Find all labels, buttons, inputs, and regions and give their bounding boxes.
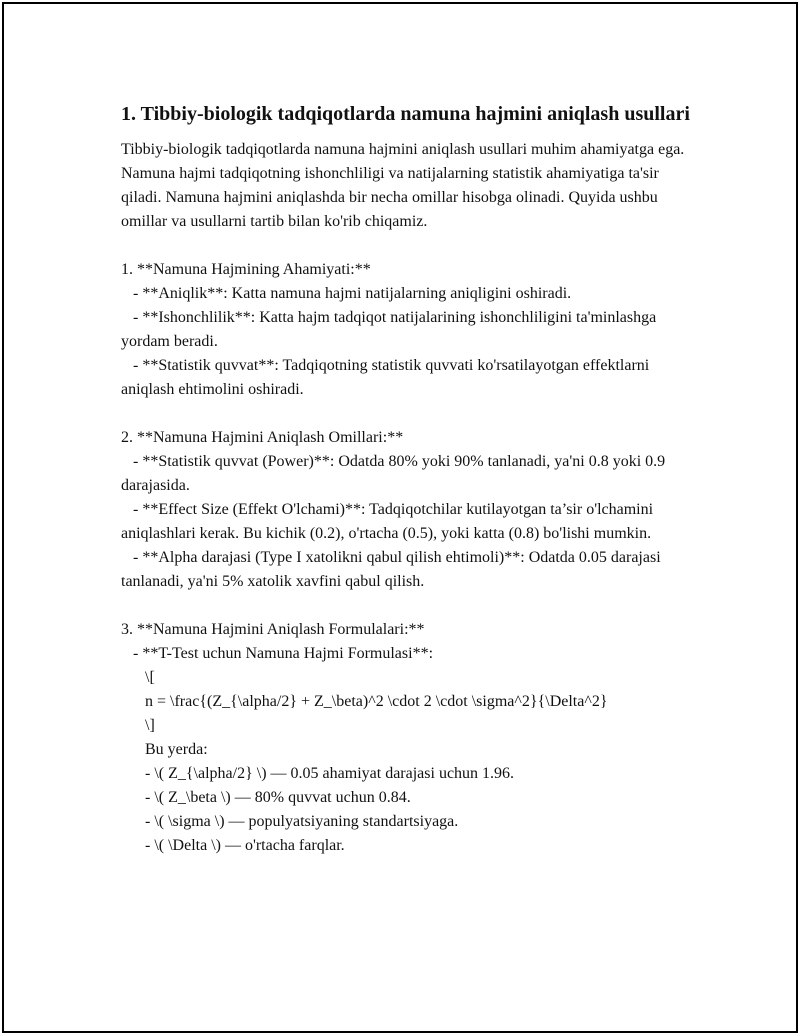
intro-paragraph: Tibbiy-biologik tadqiqotlarda namuna hajmini aniqlash usullari muhim ahamiyatga ega. Namuna hajmi tadqiqotning ishonchliligi va natijalarning statistik ahamiyatiga ta'sir qiladi. Namuna hajmini aniqlashda bir necha omillar hisobga olinadi. Quyida ushbu omillar va usullarni tartib bilan ko'rib chiqamiz. [121,141,685,230]
section-sample-size-formulas [121,618,696,858]
definition-item: - \( \Delta \) — o'rtacha farqlar. [145,837,345,854]
list-item: - **Ishonchlilik**: Katta hajm tadqiqot natijalarining ishonchliligini ta'minlashga yordam beradi. [121,309,661,350]
section-heading: 2. **Namuna Hajmini Aniqlash Omillari:** [121,429,404,446]
list-item: - **Statistik quvvat**: Tadqiqotning statistik quvvati ko'rsatilayotgan effektlarni aniqlash ehtimolini oshiradi. [121,357,654,398]
where-label: Bu yerda: [145,741,208,758]
page-frame [2,2,798,1033]
list-item: - **Effect Size (Effekt O'lchami)**: Tadqiqotchilar kutilayotgan ta’sir o'lchamini aniqlashlari kerak. Bu kichik (0.2), o'rtacha (0.5), yoki katta (0.8) bo'lishi mumkin. [121,501,658,542]
definition-item: - \( Z_\beta \) — 80% quvvat uchun 0.84. [145,789,411,806]
section-sample-size-importance [121,258,696,402]
document-title: 1. Tibbiy-biologik tadqiqotlarda namuna hajmini aniqlash usullari [121,103,690,125]
section-heading: 1. **Namuna Hajmining Ahamiyati:** [121,261,371,278]
formula-open: \[ [145,669,155,686]
definition-item: - \( Z_{\alpha/2} \) — 0.05 ahamiyat darajasi uchun 1.96. [145,765,515,782]
list-item: - **T-Test uchun Namuna Hajmi Formulasi**: [121,645,434,662]
definition-item: - \( \sigma \) — populyatsiyaning standartsiyaga. [145,813,459,830]
section-heading: 3. **Namuna Hajmini Aniqlash Formulalari:** [121,621,425,638]
formula-text: n = \frac{(Z_{\alpha/2} + Z_\beta)^2 \cdot 2 \cdot \sigma^2}{\Delta^2} [145,693,608,710]
document-body [121,100,696,858]
formula-close: \] [145,717,155,734]
list-item: - **Statistik quvvat (Power)**: Odatda 80% yoki 90% tanlanadi, ya'ni 0.8 yoki 0.9 darajasida. [121,453,670,494]
section-sample-size-factors [121,426,696,594]
list-item: - **Alpha darajasi (Type I xatolikni qabul qilish ehtimoli)**: Odatda 0.05 darajasi tanlanadi, ya'ni 5% xatolik xavfini qabul qilish. [121,549,665,590]
list-item: - **Aniqlik**: Katta namuna hajmi natijalarning aniqligini oshiradi. [121,285,572,302]
